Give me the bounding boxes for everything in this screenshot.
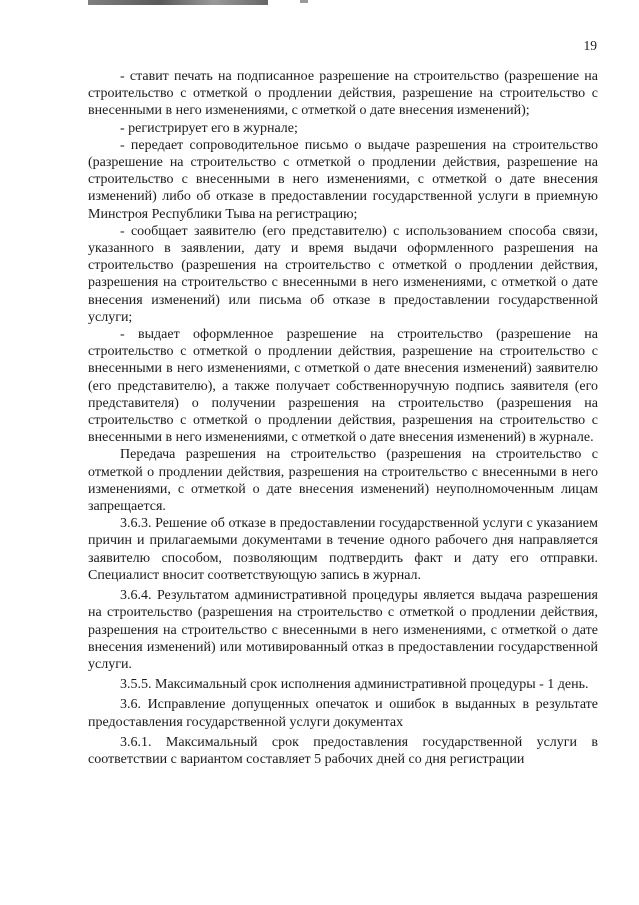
paragraph-3-6-1: 3.6.1. Максимальный срок предоставления государственной услуги в соответствии с вариантом составляет 5 рабочих дней со дня регистрации (88, 734, 598, 767)
paragraph-notify-applicant: - сообщает заявителю (его представителю) с использованием способа связи, указанного в заявлении, дату и время выдачи оформленного разрешения на строительство (разрешения на строительство с отметкой о продлении действия, разрешения на строительство с внесенными в него изменениями, с отметкой о дате внесения изменений) или письма об отказе в предоставлении государственной услуги; (88, 223, 598, 325)
paragraph-register: - регистрирует его в журнале; (120, 120, 298, 136)
scan-artifact (88, 0, 268, 5)
page-number: 19 (583, 38, 597, 53)
paragraph-3-6-4: 3.6.4. Результатом административной процедуры является выдача разрешения на строительство (разрешения на строительство с отметкой о продлении действия, разрешения на строительство с внесенными в него изменениями, с отметкой о дате внесения изменений) или мотивированный отказ в предоставлении государственной услуги. (88, 588, 598, 672)
paragraph-3-6-heading: 3.6. Исправление допущенных опечаток и ошибок в выданных в результате предоставления государственной услуги документах (88, 697, 598, 730)
paragraph-stamp: - ставит печать на подписанное разрешение на строительство (разрешение на строительство с отметкой о продлении действия, разрешение на строительство с внесенными в него изменениями, с отметкой о дате внесения изменений); (88, 69, 598, 119)
paragraph-transfer-prohibited: Передача разрешения на строительство (разрешения на строительство с отметкой о продлении действия, разрешения на строительство с внесенными в него изменениями, с отметкой о дате внесения изменений) неуполномоченным лицам запрещается. (88, 447, 598, 515)
paragraph-3-5-5: 3.5.5. Максимальный срок исполнения административной процедуры - 1 день. (120, 677, 589, 693)
paragraph-cover-letter: - передает сопроводительное письмо о выдаче разрешения на строительство (разрешение на строительство с отметкой о продлении действия, разрешение на строительство с внесенными в него изменениями, с отметкой о дате внесения изменений) либо об отказе в предоставлении государственной услуги в приемную Минстроя Республики Тыва на регистрацию; (88, 137, 598, 222)
paragraph-issue-permit: - выдает оформленное разрешение на строительство (разрешение на строительство с отметкой о продлении действия, разрешение на строительство с внесенными в него изменениями, с отметкой о дате внесения изменений) заявителю (его представителю), а также получает собственноручную подпись заявителя (его представителя) о получении разрешения на строительство (разрешения на строительство с отметкой о продлении действия, разрешения на строительство с внесенными в него изменениями, с отметкой о дате внесения изменений) в журнале. (88, 327, 598, 446)
paragraph-3-6-3: 3.6.3. Решение об отказе в предоставлении государственной услуги с указанием причин и прилагаемыми документами в течение одного рабочего дня направляется заявителю способом, позволяющим подтвердить факт и дату его отправки. Специалист вносит соответствующую запись в журнал. (88, 516, 598, 583)
scan-artifact-dot (300, 0, 308, 3)
document-body (88, 68, 598, 768)
